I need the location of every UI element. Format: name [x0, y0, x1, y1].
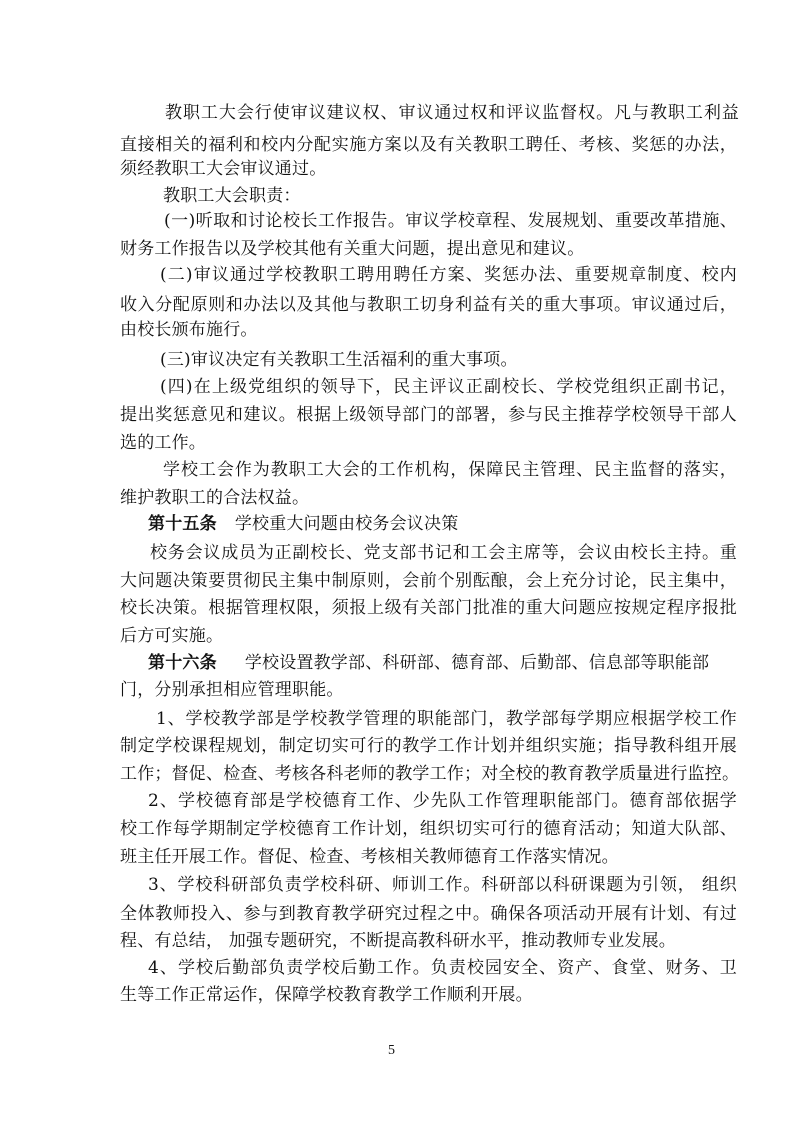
- paragraph-line: 门，分别承担相应管理职能。: [120, 680, 344, 700]
- page-number: 5: [388, 1043, 395, 1058]
- paragraph-line: 提出奖惩意见和建议。根据上级领导部门的部署，参与民主推荐学校领导干部人: [120, 405, 737, 425]
- paragraph-line: 校长决策。根据管理权限，须报上级有关部门批准的重大问题应按规定程序报批: [120, 598, 737, 618]
- paragraph-line: 维护教职工的合法权益。: [120, 488, 310, 508]
- paragraph-line: 教职工大会职责：: [163, 186, 301, 206]
- paragraph-line: 收入分配原则和办法以及其他与教职工切身利益有关的重大事项。审议通过后，: [120, 295, 737, 315]
- paragraph-line: 1、学校教学部是学校教学管理的职能部门，教学部每学期应根据学校工作: [156, 709, 737, 729]
- paragraph-line: (一)听取和讨论校长工作报告。审议学校章程、发展规划、重要改革措施、: [164, 211, 737, 231]
- paragraph-line: 大问题决策要贯彻民主集中制原则，会前个别酝酿，会上充分讨论，民主集中，: [120, 571, 737, 591]
- paragraph-line: (三)审议决定有关教职工生活福利的重大事项。: [160, 350, 518, 370]
- paragraph-line: 工作；督促、检查、考核各科老师的教学工作；对全校的教育教学质量进行监控。: [120, 764, 740, 784]
- paragraph-line: 生等工作正常运作，保障学校教育教学工作顺利开展。: [120, 985, 533, 1005]
- paragraph-line: 程、有总结， 加强专题研究，不断提高教科研水平，推动教师专业发展。: [120, 931, 677, 951]
- paragraph-line: (二)审议通过学校教职工聘用聘任方案、奖惩办法、重要规章制度、校内: [160, 265, 737, 285]
- paragraph-line: 4、学校后勤部负责学校后勤工作。负责校园安全、资产、食堂、财务、卫: [148, 958, 737, 978]
- paragraph-line: 教职工大会行使审议建议权、审议通过权和评议监督权。凡与教职工利益: [165, 103, 739, 123]
- paragraph-line: 选的工作。: [120, 433, 206, 453]
- article-number: 第十五条: [148, 514, 217, 534]
- paragraph-line: 校工作每学期制定学校德育工作计划，组织切实可行的德育活动；知道大队部、: [120, 819, 737, 839]
- paragraph-line: 后方可实施。: [120, 626, 224, 646]
- paragraph-line: 财务工作报告以及学校其他有关重大问题，提出意见和建议。: [120, 239, 585, 259]
- paragraph-line: 须经教职工大会审议通过。: [120, 159, 327, 179]
- article-15-heading: [148, 514, 458, 534]
- paragraph-line: 学校工会作为教职工大会的工作机构，保障民主管理、民主监督的落实，: [163, 460, 737, 480]
- paragraph-line: 制定学校课程规划，制定切实可行的教学工作计划并组织实施；指导教科组开展: [120, 736, 737, 756]
- paragraph-line: 全体教师投入、参与到教育教学研究过程之中。确保各项活动开展有计划、有过: [120, 904, 737, 924]
- article-number: 第十六条: [148, 653, 217, 673]
- paragraph-line: 直接相关的福利和校内分配实施方案以及有关教职工聘任、考核、奖惩的办法，: [120, 135, 737, 155]
- article-16-heading: [148, 653, 737, 673]
- paragraph-line: 3、学校科研部负责学校科研、师训工作。科研部以科研课题为引领， 组织: [148, 875, 737, 895]
- paragraph-line: 由校长颁布施行。: [120, 320, 258, 340]
- paragraph-line: 校务会议成员为正副校长、党支部书记和工会主席等，会议由校长主持。重: [150, 543, 737, 563]
- paragraph-line: 班主任开展工作。督促、检查、考核相关教师德育工作落实情况。: [120, 847, 619, 867]
- paragraph-line: (四)在上级党组织的领导下，民主评议正副校长、学校党组织正副书记，: [160, 377, 737, 397]
- article-title: 学校重大问题由校务会议决策: [234, 514, 459, 534]
- article-title: 学校设置教学部、科研部、德育部、后勤部、信息部等职能部: [244, 653, 710, 673]
- paragraph-line: 2、学校德育部是学校德育工作、少先队工作管理职能部门。德育部依据学: [148, 791, 737, 811]
